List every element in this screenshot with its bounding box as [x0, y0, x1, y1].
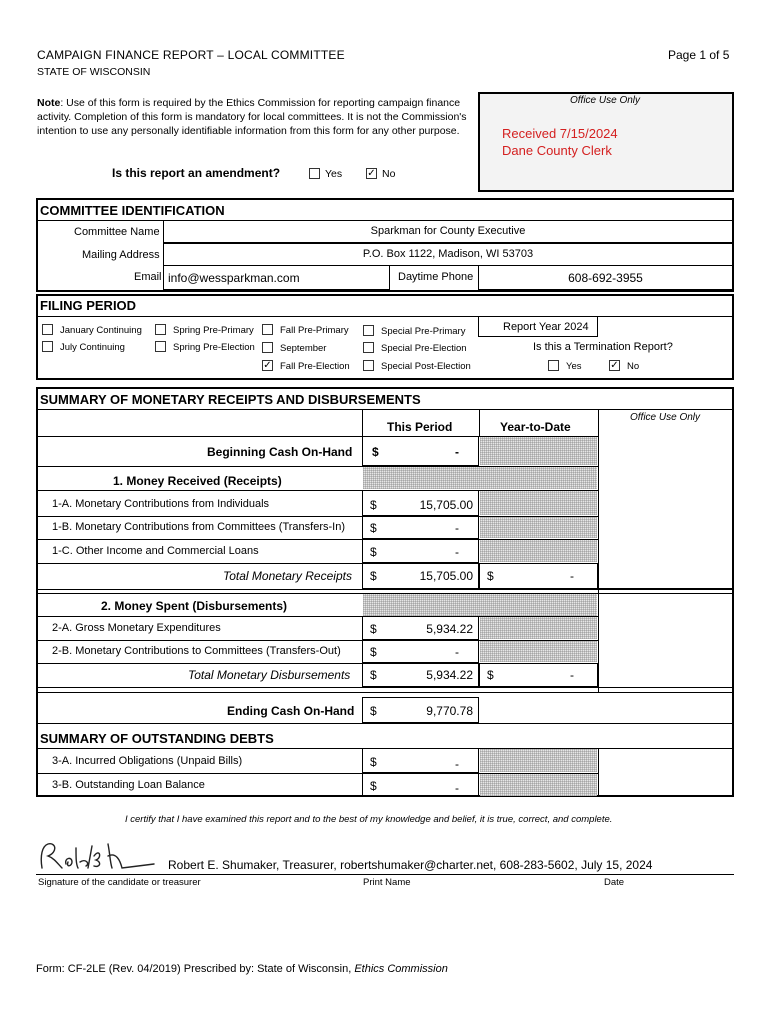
total-disbursements-label: Total Monetary Disbursements	[188, 668, 351, 682]
total-disbursements-ytd-field[interactable]	[479, 663, 598, 687]
footer-prefix: Form: CF-2LE (Rev. 04/2019) Prescribed by: State of Wisconsin,	[36, 963, 355, 975]
row-3a-label: 3-A. Incurred Obligations (Unpaid Bills)	[52, 755, 243, 767]
jan-continuing-label: January Continuing	[60, 325, 142, 336]
amendment-no-label: No	[382, 168, 396, 180]
daytime-phone-value: 608-692-3955	[568, 271, 643, 285]
total-receipts-ytd-value: -	[570, 569, 574, 583]
total-receipts-value: 15,705.00	[419, 569, 473, 583]
special-post-election-checkbox[interactable]	[363, 360, 374, 371]
row-1b-label: 1-B. Monetary Contributions from Committees (Transfers-In)	[52, 521, 346, 533]
col-this-period: This Period	[387, 420, 453, 434]
spring-pre-primary-label: Spring Pre-Primary	[173, 325, 254, 336]
note-label: Note	[37, 97, 61, 109]
disbursements-heading-shaded	[363, 594, 597, 616]
fall-pre-election-label: Fall Pre-Election	[280, 361, 350, 372]
beginning-cash-dollar: $	[372, 445, 379, 459]
row-1a-label: 1-A. Monetary Contributions from Individuals	[52, 498, 270, 510]
total-receipts-ytd-dollar: $	[487, 569, 494, 583]
spring-pre-primary-checkbox[interactable]	[155, 324, 166, 335]
row-1c-field[interactable]	[362, 539, 479, 563]
summary-office-use-label: Office Use Only	[630, 412, 701, 423]
beginning-cash-value: -	[455, 445, 459, 459]
summary-office-use-box	[598, 409, 733, 589]
note-body: : Use of this form is required by the Ethics Commission for reporting campaign finance activity. Completion of this form is mandatory for local committees. It is not the Commission's intention to use any personally identifiable information from this form for any other purpose.	[37, 97, 467, 137]
state-subtitle: STATE OF WISCONSIN	[37, 66, 151, 78]
spring-pre-election-checkbox[interactable]	[155, 341, 166, 352]
print-name-value: Robert E. Shumaker, Treasurer, robertshumaker@charter.net, 608-283-5602, July 15, 2024	[168, 858, 653, 872]
row-3a-ytd-shaded	[480, 749, 597, 772]
debts-section-title: SUMMARY OF OUTSTANDING DEBTS	[40, 731, 274, 746]
jul-continuing-label: July Continuing	[60, 342, 125, 353]
committee-section-title: COMMITTEE IDENTIFICATION	[40, 203, 225, 218]
row-3a-dollar: $	[370, 755, 377, 769]
row-3b-field[interactable]	[362, 773, 479, 797]
date-label: Date	[604, 877, 625, 888]
total-receipts-ytd-field[interactable]	[479, 563, 598, 589]
ending-cash-value: 9,770.78	[426, 704, 473, 718]
page-number: Page 1 of 5	[668, 48, 730, 62]
certify-statement: I certify that I have examined this report and to the best of my knowledge and belief, it is true, correct, and complete.	[125, 814, 613, 825]
form-title: CAMPAIGN FINANCE REPORT – LOCAL COMMITTEE	[37, 48, 345, 62]
signature-label: Signature of the candidate or treasurer	[38, 877, 201, 888]
filing-period-title: FILING PERIOD	[40, 298, 137, 313]
row-2b-dollar: $	[370, 645, 377, 659]
termination-question: Is this a Termination Report?	[533, 341, 673, 353]
beginning-cash-label: Beginning Cash On-Hand	[207, 445, 353, 459]
fall-pre-election-checkbox[interactable]: ✓	[263, 360, 272, 371]
row-2b-ytd-shaded	[480, 641, 597, 662]
footer-commission: Ethics Commission	[354, 963, 448, 975]
row-2a-value: 5,934.22	[426, 622, 473, 636]
row-2b-label: 2-B. Monetary Contributions to Committees (Transfers-Out)	[52, 645, 341, 657]
september-label: September	[280, 343, 327, 354]
row-3a-field[interactable]	[362, 748, 479, 773]
spring-pre-election-label: Spring Pre-Election	[173, 342, 255, 353]
row-1b-value: -	[455, 521, 459, 535]
special-pre-primary-label: Special Pre-Primary	[381, 326, 466, 337]
special-pre-election-checkbox[interactable]	[363, 342, 374, 353]
signature-line	[36, 874, 734, 875]
row-3b-label: 3-B. Outstanding Loan Balance	[52, 779, 205, 791]
total-receipts-dollar: $	[370, 569, 377, 583]
row-1b-ytd-shaded	[480, 517, 597, 538]
row-2a-label: 2-A. Gross Monetary Expenditures	[52, 622, 221, 634]
email-label: Email	[134, 271, 162, 283]
total-disbursements-value: 5,934.22	[426, 668, 473, 682]
email-value: info@wessparkman.com	[168, 271, 300, 285]
special-pre-election-label: Special Pre-Election	[381, 343, 467, 354]
summary-section-title: SUMMARY OF MONETARY RECEIPTS AND DISBURSEMENTS	[40, 392, 421, 407]
row-1c-value: -	[455, 545, 459, 559]
termination-yes-checkbox[interactable]	[548, 360, 559, 371]
amendment-no-checkbox[interactable]: ✓	[367, 168, 376, 179]
total-disbursements-ytd-value: -	[570, 668, 574, 682]
amendment-yes-label: Yes	[325, 168, 343, 180]
row-1c-label: 1-C. Other Income and Commercial Loans	[52, 545, 259, 557]
row-1c-ytd-shaded	[480, 540, 597, 562]
fall-pre-primary-label: Fall Pre-Primary	[280, 325, 349, 336]
receipts-heading-shaded	[363, 467, 597, 489]
special-pre-primary-checkbox[interactable]	[363, 325, 374, 336]
col-year-to-date: Year-to-Date	[500, 420, 571, 434]
mailing-address-value: P.O. Box 1122, Madison, WI 53703	[362, 248, 534, 260]
termination-no-label: No	[627, 361, 640, 372]
row-1c-dollar: $	[370, 545, 377, 559]
total-disbursements-ytd-dollar: $	[487, 668, 494, 682]
amendment-question: Is this report an amendment?	[112, 166, 281, 180]
row-1a-dollar: $	[370, 498, 377, 512]
jan-continuing-checkbox[interactable]	[42, 324, 53, 335]
ending-cash-dollar: $	[370, 704, 377, 718]
committee-name-value: Sparkman for County Executive	[370, 225, 526, 237]
amendment-yes-checkbox[interactable]	[309, 168, 320, 179]
note-text	[37, 96, 477, 138]
jul-continuing-checkbox[interactable]	[42, 341, 53, 352]
ending-cash-label: Ending Cash On-Hand	[227, 704, 355, 718]
row-1b-field[interactable]	[362, 516, 479, 539]
row-3b-value: -	[455, 781, 459, 795]
daytime-phone-label: Daytime Phone	[398, 271, 474, 283]
clerk-stamp: Dane County Clerk	[502, 143, 612, 158]
total-receipts-label: Total Monetary Receipts	[223, 569, 352, 583]
disbursements-heading: 2. Money Spent (Disbursements)	[101, 599, 288, 613]
row-2b-value: -	[455, 645, 459, 659]
row-2a-ytd-shaded	[480, 617, 597, 639]
termination-no-checkbox[interactable]: ✓	[610, 360, 619, 371]
row-2b-field[interactable]	[362, 640, 479, 663]
row-2a-dollar: $	[370, 622, 377, 636]
office-use-box	[478, 92, 734, 192]
form-footer	[36, 963, 448, 975]
received-stamp: Received 7/15/2024	[502, 126, 618, 141]
beginning-ytd-shaded	[480, 437, 597, 465]
committee-name-label: Committee Name	[74, 226, 160, 238]
row-3b-ytd-shaded	[480, 774, 597, 796]
row-1b-dollar: $	[370, 521, 377, 535]
special-post-election-label: Special Post-Election	[381, 361, 471, 372]
mailing-address-label: Mailing Address	[82, 249, 160, 261]
september-checkbox[interactable]	[262, 342, 273, 353]
row-1a-value: 15,705.00	[419, 498, 473, 512]
report-year-label: Report Year 2024	[503, 321, 589, 333]
total-disbursements-dollar: $	[370, 668, 377, 682]
termination-yes-label: Yes	[566, 361, 582, 372]
row-3b-dollar: $	[370, 779, 377, 793]
row-1a-ytd-shaded	[480, 491, 597, 515]
fall-pre-primary-checkbox[interactable]	[262, 324, 273, 335]
beginning-cash-field[interactable]	[362, 436, 479, 466]
office-use-label: Office Use Only	[570, 95, 641, 106]
receipts-heading: 1. Money Received (Receipts)	[113, 474, 282, 488]
signature-graphic	[36, 838, 166, 874]
print-name-label: Print Name	[363, 877, 411, 888]
row-3a-value: -	[455, 757, 459, 771]
